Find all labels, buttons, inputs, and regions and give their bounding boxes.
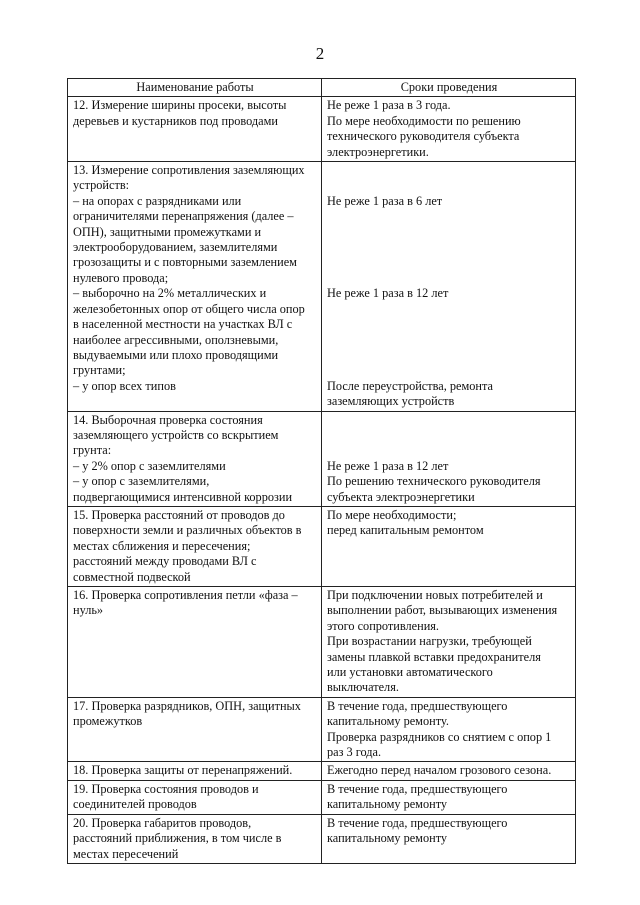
work-cell: 19. Проверка состояния проводов и соединителей проводов [68,780,322,814]
work-cell: 14. Выборочная проверка состояния заземляющего устройств со вскрытием грунта: – у 2% опор с заземлителями – у опор с заземлителями, подвергающимися интенсивной коррозии [68,411,322,506]
page-number: 2 [315,44,325,63]
work-cell: 13. Измерение сопротивления заземляющих устройств: – на опорах с разрядниками или ограничителями перенапряжения (далее – ОПН), защитными промежутками и электрооборудованием, заземлителями грозозащиты и с повторными заземлением нулевого провода; – выборочно на 2% металлических и железобетонных опор от общего числа опор в населенной местности на участках ВЛ с наиболее агрессивными, оползневыми, выдуваемыми или плохо проводящими грунтами; – у опор всех типов [68,162,322,412]
work-cell: 18. Проверка защиты от перенапряжений. [68,762,322,780]
table-row [68,97,576,162]
work-cell: 15. Проверка расстояний от проводов до поверхности земли и различных объектов в местах сближения и пересечения; расстояний между проводами ВЛ с совместной подвеской [68,506,322,586]
table-row [68,411,576,506]
table-row [68,506,576,586]
work-cell: 12. Измерение ширины просеки, высоты деревьев и кустарников под проводами [68,97,322,162]
table-row [68,814,576,863]
terms-cell: Не реже 1 раза в 6 лет Не реже 1 раза в 12 лет После переустройства, ремонта заземляющих устройств [322,162,576,412]
terms-cell: При подключении новых потребителей и выполнении работ, вызывающих изменения этого сопротивления. При возрастании нагрузки, требующей замены плавкой вставки предохранителя или установки автоматического выключателя. [322,587,576,698]
terms-cell: В течение года, предшествующего капитальному ремонту [322,814,576,863]
terms-cell: Ежегодно перед началом грозового сезона. [322,762,576,780]
table-row [68,780,576,814]
table-row [68,697,576,762]
table-row [68,762,576,780]
terms-cell: Не реже 1 раза в 12 лет По решению технического руководителя субъекта электроэнергетики [322,411,576,506]
terms-cell: В течение года, предшествующего капитальному ремонту [322,780,576,814]
terms-cell: В течение года, предшествующего капитальному ремонту. Проверка разрядников со снятием с опор 1 раз 3 года. [322,697,576,762]
terms-cell: Не реже 1 раза в 3 года. По мере необходимости по решению технического руководителя субъекта электроэнергетики. [322,97,576,162]
table-row [68,587,576,698]
header-work-name: Наименование работы [68,79,322,97]
terms-cell: По мере необходимости; перед капитальным ремонтом [322,506,576,586]
table-header-row [68,79,576,97]
works-table [67,78,576,864]
table-row [68,162,576,412]
work-cell: 16. Проверка сопротивления петли «фаза – нуль» [68,587,322,698]
header-terms: Сроки проведения [322,79,576,97]
work-cell: 20. Проверка габаритов проводов, расстояний приближения, в том числе в местах пересечений [68,814,322,863]
work-cell: 17. Проверка разрядников, ОПН, защитных промежутков [68,697,322,762]
